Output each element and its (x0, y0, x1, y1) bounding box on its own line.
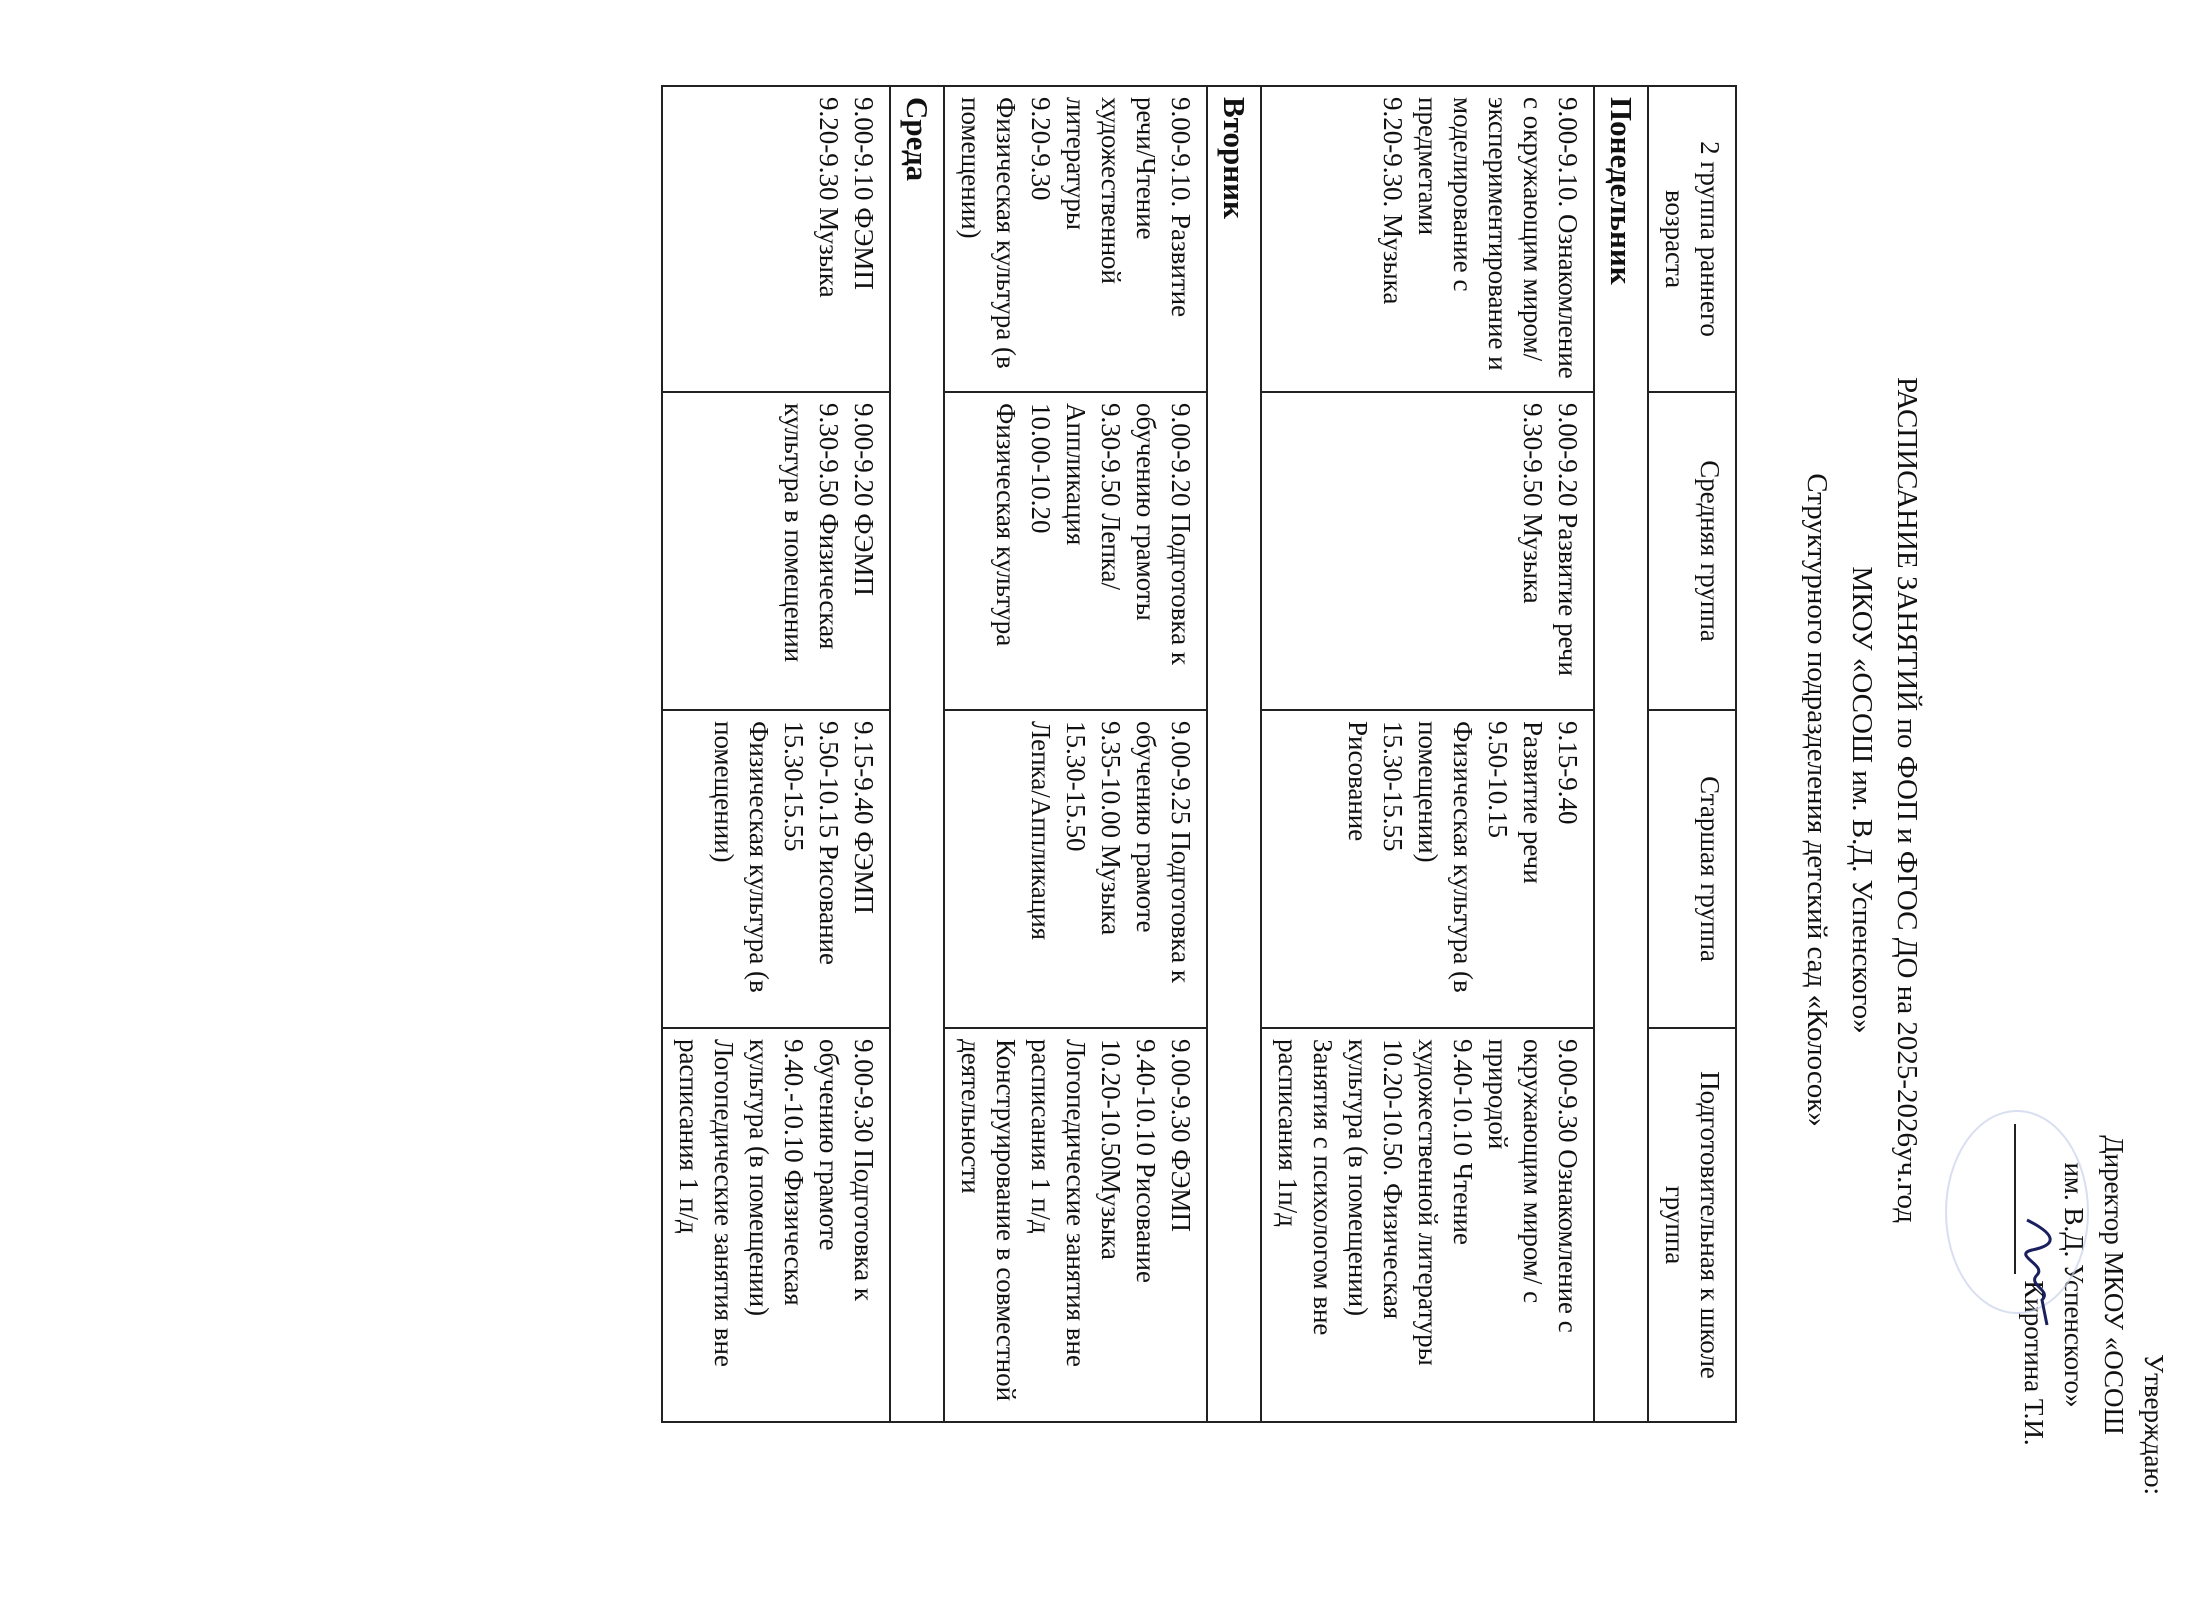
class-entry: Конструирование в совместной деятельности (956, 1039, 1021, 1408)
class-entry: 9.20-9.30 (1026, 97, 1056, 201)
class-entry: 15.30-15.55 (1378, 721, 1408, 852)
title-org: МКОУ «ОСОШ им. В.Д. Успенского» (1846, 566, 1878, 1034)
day-classes-row (1261, 86, 1594, 1422)
class-entry: Развитие речи (1518, 721, 1548, 884)
class-entry: 10.00-10.20 (1026, 403, 1056, 534)
class-entry: 9.30-9.50 Физическая культура в помещении (779, 403, 844, 663)
day-header-row (890, 86, 944, 1422)
schedule-cell (662, 1028, 890, 1422)
class-entry: 9.40-10.10 Рисование (1131, 1039, 1161, 1283)
schedule-cell (662, 710, 890, 1028)
title-subdivision: Структурного подразделения детский сад «Колосок» (1801, 473, 1833, 1127)
class-entry: 10.20-10.50. Физическая культура (в помещении) (1343, 1039, 1408, 1326)
class-entry: 9.30-9.50 Музыка (1518, 403, 1548, 604)
class-entry: 9.50-10.15 Рисование (814, 721, 844, 965)
class-entry: 9.40.-10.10 Физическая культура (в помещении) (744, 1039, 809, 1317)
schedule-cell (1261, 1028, 1594, 1422)
class-entry: Рисование (1343, 721, 1373, 842)
schedule-cell (662, 86, 890, 392)
class-entry: Занятия с психологом вне расписания 1п/д (1273, 1039, 1338, 1343)
header-senior: Старшая группа (1648, 710, 1736, 1028)
day-name: Вторник (1207, 86, 1261, 1422)
title-main: РАСПИСАНИЕ ЗАНЯТИЙ по ФОП и ФГОС ДО на 2025-2026уч.год (1891, 377, 1923, 1223)
class-entry: 9.35-10.00 Музыка (1096, 721, 1126, 936)
schedule-cell (944, 710, 1207, 1028)
signature-mark (2007, 1215, 2067, 1335)
class-entry: 9.40-10.10 Чтение художественной литературы (1413, 1039, 1478, 1366)
approval-line-2: Директор МКОУ «ОСОШ (2099, 1135, 2129, 1435)
class-entry: 10.20-10.50Музыка (1096, 1039, 1126, 1260)
approval-line-1: Утверждаю: (2139, 1353, 2169, 1495)
class-entry: 15.30-15.55 (779, 721, 809, 852)
schedule-cell (944, 86, 1207, 392)
schedule-cell (1261, 710, 1594, 1028)
class-entry: Лепка/Аппликация (1026, 721, 1056, 941)
schedule-cell (944, 392, 1207, 710)
class-entry: Логопедические занятия вне расписания 1 п/д (1026, 1039, 1091, 1374)
class-entry: 9.00-9.10. Ознакомление с окружающим миром/экспериментирование и моделирование с предметами (1413, 97, 1583, 386)
schedule-body (662, 86, 1648, 1422)
class-entry: Физическая культура (в помещении) (1413, 721, 1478, 1000)
header-early-age: 2 группа раннего возраста (1648, 86, 1736, 392)
class-entry: 9.00-9.20 ФЭМП (849, 403, 879, 596)
approval-line-4: Киротина Т.И. (2019, 1280, 2049, 1446)
class-entry: 9.00-9.30 Подготовка к обучению грамоте (814, 1039, 879, 1308)
schedule-cell (944, 1028, 1207, 1422)
schedule-table (661, 85, 1737, 1423)
class-entry: 9.00-9.30 Ознакомление с окружающим миром/ с природой (1483, 1039, 1583, 1340)
class-entry: 15.30-15.50 (1061, 721, 1091, 852)
header-row (1648, 86, 1736, 1422)
document-titles (1794, 150, 1929, 1450)
class-entry: 9.00-9.10 ФЭМП (849, 97, 879, 290)
day-name: Среда (890, 86, 944, 1422)
class-entry: 9.15-9.40 ФЭМП (849, 721, 879, 914)
class-entry: 9.00-9.20 Подготовка к обучению грамоты (1131, 403, 1196, 672)
class-entry: 9.00-9.30 ФЭМП (1166, 1039, 1196, 1232)
day-header-row (1207, 86, 1261, 1422)
class-entry: 9.20-9.30 Музыка (814, 97, 844, 298)
schedule-cell (662, 392, 890, 710)
approval-line-3: им. В.Д. Успенского» (2059, 1162, 2089, 1408)
class-entry: 9.15-9.40 (1553, 721, 1583, 825)
class-entry: 9.20-9.30. Музыка (1378, 97, 1408, 305)
day-classes-row (944, 86, 1207, 1422)
class-entry: Физическая культура (в помещении) (709, 721, 774, 1000)
day-name: Понедельник (1594, 86, 1648, 1422)
header-preparatory: Подготовительная к школе группа (1648, 1028, 1736, 1422)
schedule-cell (1261, 392, 1594, 710)
class-entry: Логопедические занятия вне расписания 1 п/д (674, 1039, 739, 1374)
class-entry: Физическая культура (991, 403, 1021, 647)
class-entry: Физическая культура (в помещении) (956, 97, 1021, 376)
schedule-cell (1261, 86, 1594, 392)
class-entry: 9.00-9.10. Развитие речи/Чтение художественной литературы (1061, 97, 1196, 324)
class-entry: 9.30-9.50 Лепка/ Аппликация (1061, 403, 1126, 597)
header-middle: Средняя группа (1648, 392, 1736, 710)
class-entry: 9.00-9.20 Развитие речи (1553, 403, 1583, 676)
class-entry: 9.50-10.15 (1483, 721, 1513, 838)
day-classes-row (662, 86, 890, 1422)
day-header-row (1594, 86, 1648, 1422)
class-entry: 9.00-9.25 Подготовка к обучению грамоте (1131, 721, 1196, 990)
